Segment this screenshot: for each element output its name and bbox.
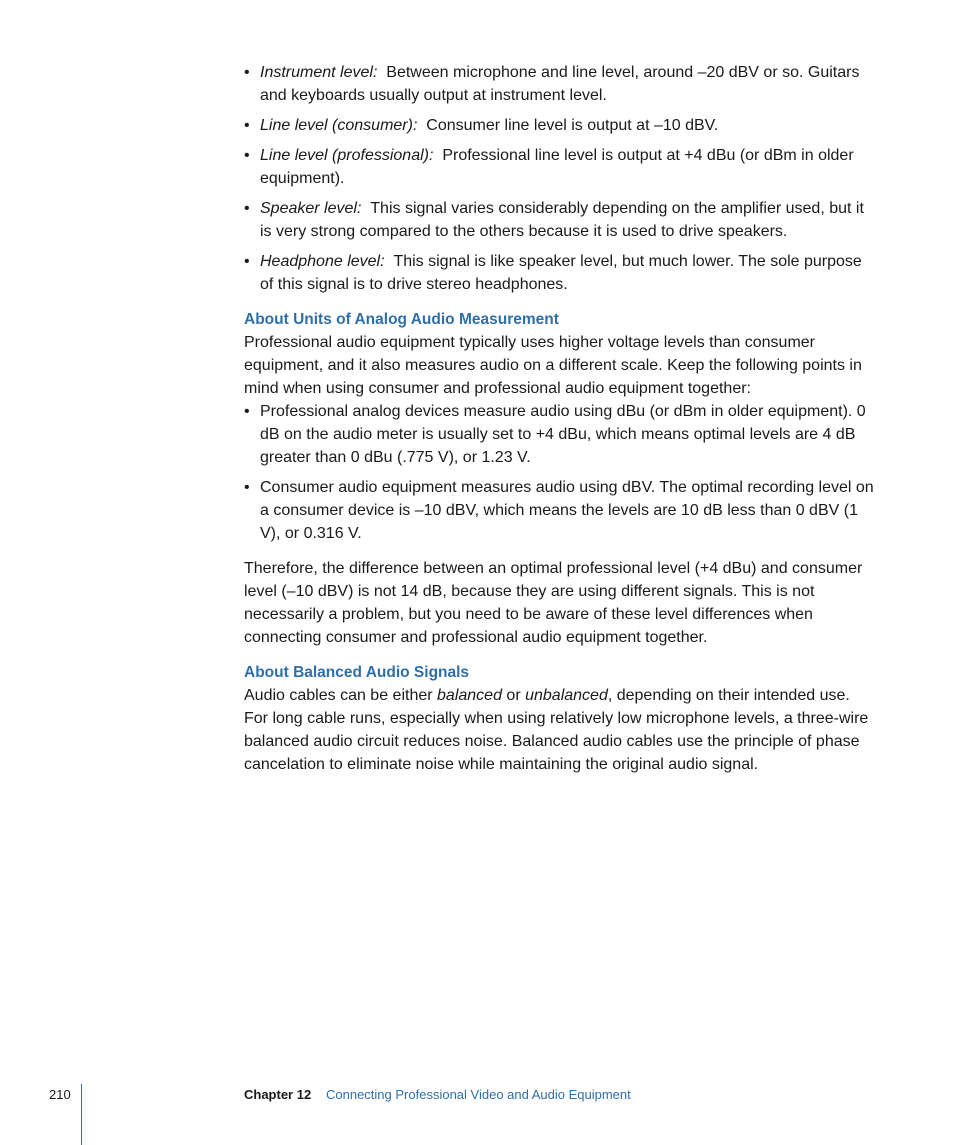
list-item — [244, 61, 876, 107]
chapter-title: Connecting Professional Video and Audio Equipment — [326, 1087, 631, 1102]
units-section-intro: Professional audio equipment typically uses higher voltage levels than consumer equipment, and it also measures audio on a different scale. Keep the following points in mind when using consumer and professional audio equipment together: — [244, 334, 862, 397]
list-item — [244, 250, 876, 296]
balanced-term: balanced — [437, 687, 502, 704]
levels-list — [244, 61, 876, 296]
term-label: Instrument level: — [260, 64, 378, 81]
term-label: Speaker level: — [260, 200, 362, 217]
balanced-text-before: Audio cables can be either — [244, 687, 438, 704]
units-section-conclusion: Therefore, the difference between an optimal professional level (+4 dBu) and consumer level (–10 dBV) is not 14 dB, because they are using different signals. This is not necessarily a problem, but you need to be aware of these level differences when connecting consumer and professional audio equipment together. — [244, 560, 863, 646]
page-content — [244, 61, 876, 776]
units-list — [244, 400, 876, 545]
balanced-section-heading: About Balanced Audio Signals — [244, 664, 470, 681]
list-item — [244, 400, 876, 469]
page-number: 210 — [49, 1087, 71, 1102]
bullet-dot: • — [244, 200, 250, 217]
balanced-text-or: or — [501, 687, 526, 704]
list-item — [244, 144, 876, 190]
page-footer — [0, 1080, 954, 1145]
term-description: Consumer line level is output at –10 dBV. — [426, 117, 719, 134]
term-label: Line level (professional): — [260, 147, 434, 164]
bullet-dot: • — [244, 403, 250, 420]
list-item — [244, 114, 876, 137]
unbalanced-term: unbalanced — [525, 687, 608, 704]
units-bullet-text: Professional analog devices measure audio using dBu (or dBm in older equipment). 0 dB on the audio meter is usually set to +4 dBu, which means optimal levels are 4 dB greater than 0 dBu (.775 V), or 1.23 V. — [260, 403, 866, 466]
term-description: This signal varies considerably depending on the amplifier used, but it is very strong compared to the others because it is used to drive speakers. — [260, 200, 864, 240]
list-item — [244, 476, 876, 545]
bullet-dot: • — [244, 479, 250, 496]
term-label: Line level (consumer): — [260, 117, 418, 134]
balanced-section-body — [244, 684, 876, 776]
term-label: Headphone level: — [260, 253, 385, 270]
bullet-dot: • — [244, 117, 250, 134]
bullet-dot: • — [244, 147, 250, 164]
list-item — [244, 197, 876, 243]
term-description: Between microphone and line level, around –20 dBV or so. Guitars and keyboards usually output at instrument level. — [260, 64, 860, 104]
units-section-heading: About Units of Analog Audio Measurement — [244, 311, 559, 328]
term-description: Professional line level is output at +4 dBu (or dBm in older equipment). — [260, 147, 854, 187]
chapter-label: Chapter 12 — [244, 1087, 312, 1102]
bullet-dot: • — [244, 253, 250, 270]
balanced-text-after: , depending on their intended use. For long cable runs, especially when using relatively low microphone levels, a three-wire balanced audio circuit reduces noise. Balanced audio cables use the principle of phase cancelation to eliminate noise while maintaining the original audio signal. — [244, 687, 869, 773]
bullet-dot: • — [244, 64, 250, 81]
footer-divider — [81, 1084, 82, 1145]
term-description: This signal is like speaker level, but much lower. The sole purpose of this signal is to drive stereo headphones. — [260, 253, 862, 293]
units-bullet-text: Consumer audio equipment measures audio using dBV. The optimal recording level on a consumer device is –10 dBV, which means the levels are 10 dB less than 0 dBV (1 V), or 0.316 V. — [260, 479, 874, 542]
